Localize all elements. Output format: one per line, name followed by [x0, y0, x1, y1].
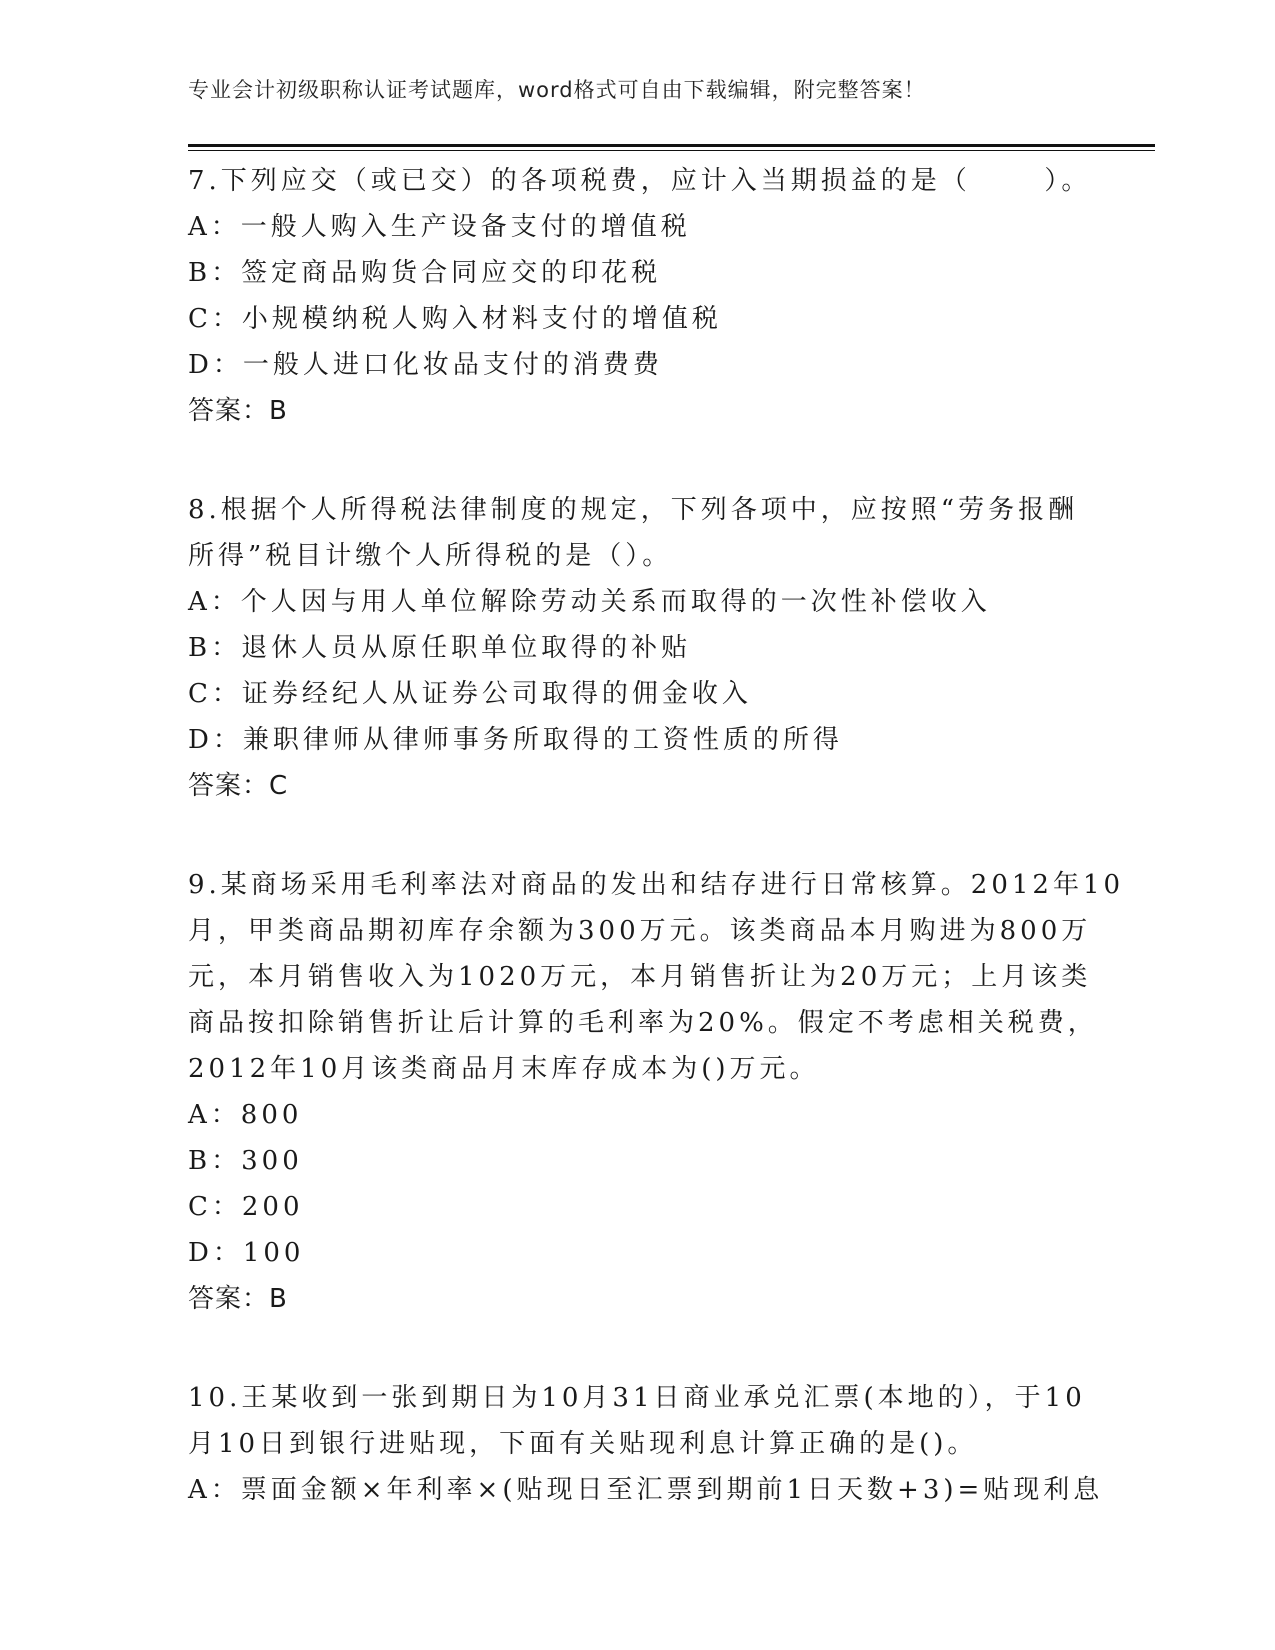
option-b: B：签定商品购货合同应交的印花税: [188, 258, 662, 288]
answer-line: 答案：C: [188, 771, 289, 801]
answer-line: 答案：B: [188, 396, 288, 426]
answer-line: 答案：B: [188, 1284, 288, 1314]
question-stem-line: 9.某商场采用毛利率法对商品的发出和结存进行日常核算。2012年10: [188, 870, 1125, 900]
option-a: A：票面金额×年利率×(贴现日至汇票到期前1日天数+3)=贴现利息: [188, 1475, 1104, 1505]
option-d: D：一般人进口化妆品支付的消费费: [188, 350, 663, 380]
question-stem-line: 8.根据个人所得税法律制度的规定，下列各项中，应按照“劳务报酬: [188, 495, 1079, 525]
header-rule-thin: [188, 150, 1155, 151]
question-10: [188, 1375, 1104, 1513]
question-stem-line: 月，甲类商品期初库存余额为300万元。该类商品本月购进为800万: [188, 916, 1092, 946]
question-stem-line: 月10日到银行进贴现，下面有关贴现利息计算正确的是()。: [188, 1429, 978, 1459]
option-b: B：退休人员从原任职单位取得的补贴: [188, 633, 692, 663]
question-9: [188, 862, 1125, 1322]
option-a: A：一般人购入生产设备支付的增值税: [188, 212, 691, 242]
question-stem-line: 10.王某收到一张到期日为10月31日商业承兑汇票(本地的），于10: [188, 1383, 1086, 1413]
question-stem-line: 所得”税目计缴个人所得税的是（）。: [188, 541, 673, 571]
header-rule-thick: [188, 144, 1155, 147]
option-a: A：800: [188, 1100, 303, 1130]
option-d: D：兼职律师从律师事务所取得的工资性质的所得: [188, 725, 843, 755]
option-d: D：100: [188, 1238, 305, 1268]
page-header: 专业会计初级职称认证考试题库，word格式可自由下载编辑，附完整答案！: [188, 78, 926, 102]
option-c: C：200: [188, 1192, 304, 1222]
option-c: C：证券经纪人从证券公司取得的佣金收入: [188, 679, 752, 709]
question-stem-line: 商品按扣除销售折让后计算的毛利率为20%。假定不考虑相关税费，: [188, 1008, 1098, 1038]
question-stem-line: 7.下列应交（或已交）的各项税费，应计入当期损益的是（ ）。: [188, 166, 1092, 196]
option-c: C：小规模纳税人购入材料支付的增值税: [188, 304, 722, 334]
option-a: A：个人因与用人单位解除劳动关系而取得的一次性补偿收入: [188, 587, 991, 617]
question-7: [188, 158, 1092, 434]
question-list: [188, 158, 1125, 1566]
option-b: B：300: [188, 1146, 303, 1176]
question-stem-line: 2012年10月该类商品月末库存成本为()万元。: [188, 1054, 820, 1084]
question-stem-line: 元，本月销售收入为1020万元，本月销售折让为20万元；上月该类: [188, 962, 1092, 992]
question-8: [188, 487, 1088, 809]
